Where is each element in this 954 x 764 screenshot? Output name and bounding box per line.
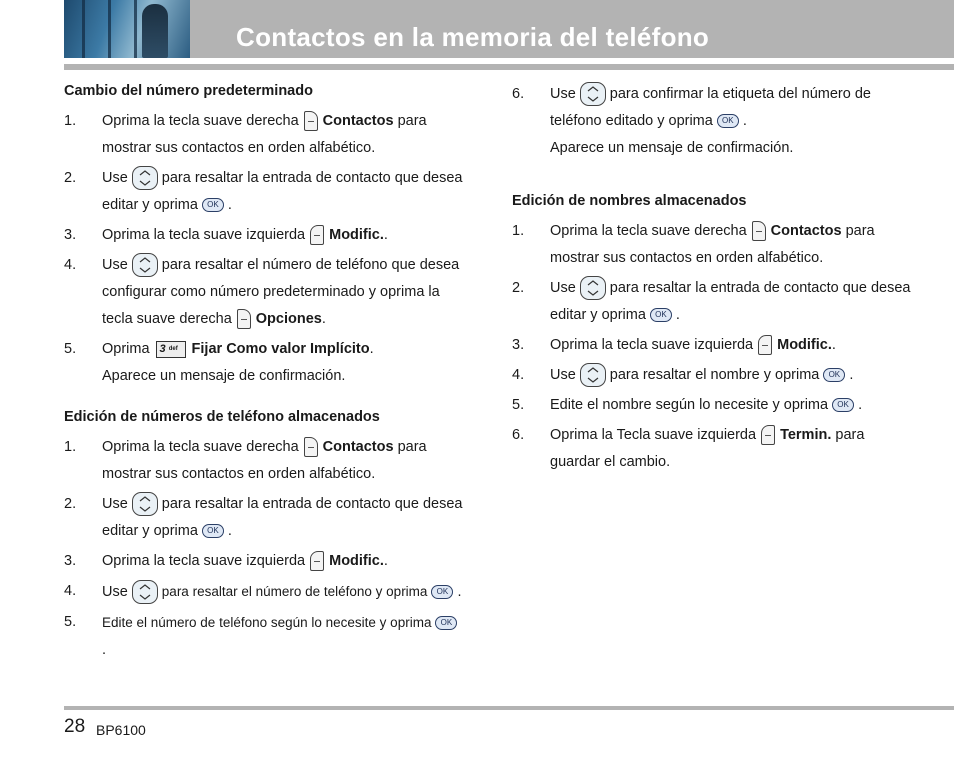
step-text: para resaltar la entrada de contacto que desea editar y oprima bbox=[102, 496, 463, 539]
right-soft-key-icon bbox=[304, 111, 318, 131]
step-text: . bbox=[227, 197, 232, 213]
step-text: . bbox=[457, 584, 462, 600]
step-item bbox=[512, 275, 912, 329]
person-silhouette bbox=[142, 4, 168, 58]
step-item bbox=[64, 108, 464, 162]
step-text: Oprima bbox=[102, 341, 150, 357]
step-text: . bbox=[675, 307, 680, 323]
footer-rule bbox=[64, 706, 954, 710]
step-text: . bbox=[227, 523, 232, 539]
step-text: . bbox=[383, 227, 388, 243]
step-text: Use bbox=[102, 257, 128, 273]
step-number: 6. bbox=[512, 86, 525, 102]
step-number: 3. bbox=[64, 553, 77, 569]
step-text: para resaltar la entrada de contacto que desea editar y oprima bbox=[550, 280, 911, 323]
right-soft-key-icon bbox=[752, 221, 766, 241]
window-pane bbox=[82, 0, 85, 58]
step-text: para resaltar el número de teléfono que desea configurar como número predeterminado y oprima la tecla suave derecha bbox=[102, 257, 460, 327]
step-note: Aparece un mensaje de confirmación. bbox=[102, 368, 346, 384]
step-text: . bbox=[849, 367, 854, 383]
step-text: para resaltar el nombre y oprima bbox=[609, 367, 820, 383]
step-item bbox=[64, 578, 464, 606]
step-bold: Fijar Como valor Implícito bbox=[191, 341, 370, 357]
step-text: Oprima la tecla suave derecha bbox=[550, 223, 747, 239]
step-text: Oprima la Tecla suave izquierda bbox=[550, 427, 757, 443]
step-text: para mostrar sus contactos en orden alfabético. bbox=[102, 439, 427, 482]
navigation-key-icon bbox=[580, 82, 606, 106]
left-column bbox=[64, 78, 464, 664]
ok-key-icon: OK bbox=[202, 524, 224, 538]
section-title-edit-numbers: Edición de números de teléfono almacenados bbox=[64, 409, 380, 425]
ok-key-icon: OK bbox=[435, 616, 457, 630]
key-letters: def bbox=[168, 345, 178, 352]
header-rule bbox=[64, 64, 954, 70]
step-item bbox=[64, 434, 464, 488]
step-text: para mostrar sus contactos en orden alfabético. bbox=[550, 223, 875, 266]
step-text: Use bbox=[550, 367, 576, 383]
step-item bbox=[512, 362, 912, 389]
step-text: para resaltar el número de teléfono y oprima bbox=[161, 584, 428, 599]
ok-key-icon: OK bbox=[832, 398, 854, 412]
step-text: Use bbox=[102, 496, 128, 512]
step-item bbox=[64, 336, 464, 363]
step-number: 2. bbox=[64, 170, 77, 186]
left-soft-key-icon bbox=[761, 425, 775, 445]
step-item bbox=[512, 332, 912, 359]
step-number: 3. bbox=[512, 337, 525, 353]
step-text: Oprima la tecla suave derecha bbox=[102, 113, 299, 129]
model-name: BP6100 bbox=[96, 722, 146, 738]
navigation-key-icon bbox=[132, 253, 158, 277]
step-number: 5. bbox=[64, 614, 77, 630]
step-bold: Modific. bbox=[777, 337, 832, 353]
navigation-key-icon bbox=[132, 580, 158, 604]
step-number: 5. bbox=[512, 397, 525, 413]
step-text: . bbox=[831, 337, 836, 353]
step-text: Edite el número de teléfono según lo necesite y oprima bbox=[102, 615, 432, 630]
step-text: para mostrar sus contactos en orden alfabético. bbox=[102, 113, 427, 156]
right-soft-key-icon bbox=[237, 309, 251, 329]
step-text: Use bbox=[550, 280, 576, 296]
step-item bbox=[64, 491, 464, 545]
navigation-key-icon bbox=[580, 363, 606, 387]
step-item bbox=[64, 609, 464, 664]
window-pane bbox=[108, 0, 111, 58]
step-text: Oprima la tecla suave izquierda bbox=[102, 553, 306, 569]
step-text: para confirmar la etiqueta del número de teléfono editado y oprima bbox=[550, 86, 871, 129]
step-item bbox=[64, 222, 464, 249]
step-number: 1. bbox=[512, 223, 525, 239]
step-text: . bbox=[742, 113, 747, 129]
step-number: 4. bbox=[64, 257, 77, 273]
step-text: Oprima la tecla suave izquierda bbox=[550, 337, 754, 353]
step-bold: Termin. bbox=[780, 427, 832, 443]
step-number: 5. bbox=[64, 341, 77, 357]
ok-key-icon: OK bbox=[650, 308, 672, 322]
step-number: 6. bbox=[512, 427, 525, 443]
step-number: 1. bbox=[64, 113, 77, 129]
step-bold: Opciones bbox=[255, 311, 322, 327]
step-item bbox=[64, 165, 464, 219]
step-item bbox=[512, 392, 912, 419]
step-text: . bbox=[383, 553, 388, 569]
key-digit: 3 bbox=[159, 342, 166, 355]
step-text: Oprima la tecla suave derecha bbox=[102, 439, 299, 455]
step-text: . bbox=[369, 341, 374, 357]
section-title-edit-names: Edición de nombres almacenados bbox=[512, 193, 747, 209]
step-item bbox=[64, 252, 464, 333]
step-text: Oprima la tecla suave izquierda bbox=[102, 227, 306, 243]
step-text: . bbox=[321, 311, 326, 327]
right-column bbox=[512, 78, 912, 476]
left-soft-key-icon bbox=[310, 225, 324, 245]
step-bold: Contactos bbox=[770, 223, 842, 239]
step-number: 4. bbox=[64, 583, 77, 599]
header-photo bbox=[64, 0, 190, 58]
step-bold: Contactos bbox=[322, 113, 394, 129]
ok-key-icon: OK bbox=[823, 368, 845, 382]
ok-key-icon: OK bbox=[717, 114, 739, 128]
page-number: 28 bbox=[64, 716, 86, 737]
step-bold: Modific. bbox=[329, 553, 384, 569]
step-text: para resaltar la entrada de contacto que desea editar y oprima bbox=[102, 170, 463, 213]
step-item bbox=[512, 81, 912, 135]
ok-key-icon: OK bbox=[202, 198, 224, 212]
navigation-key-icon bbox=[580, 276, 606, 300]
step-text: . bbox=[858, 397, 863, 413]
step-item bbox=[64, 548, 464, 575]
step-number: 1. bbox=[64, 439, 77, 455]
left-soft-key-icon bbox=[758, 335, 772, 355]
window-pane bbox=[134, 0, 137, 58]
step-bold: Contactos bbox=[322, 439, 394, 455]
step-note: Aparece un mensaje de confirmación. bbox=[550, 140, 794, 156]
navigation-key-icon bbox=[132, 492, 158, 516]
step-item bbox=[512, 218, 912, 272]
step-text: . bbox=[102, 642, 107, 658]
step-bold: Modific. bbox=[329, 227, 384, 243]
navigation-key-icon bbox=[132, 166, 158, 190]
step-item bbox=[512, 422, 912, 476]
page-title: Contactos en la memoria del teléfono bbox=[236, 22, 710, 52]
ok-key-icon: OK bbox=[431, 585, 453, 599]
step-text: Use bbox=[102, 584, 128, 600]
step-number: 4. bbox=[512, 367, 525, 383]
number-3-key-icon bbox=[156, 341, 186, 358]
left-soft-key-icon bbox=[310, 551, 324, 571]
section-title-change-default: Cambio del número predeterminado bbox=[64, 83, 313, 99]
step-text: para guardar el cambio. bbox=[550, 427, 865, 470]
right-soft-key-icon bbox=[304, 437, 318, 457]
step-text: Use bbox=[102, 170, 128, 186]
step-number: 2. bbox=[512, 280, 525, 296]
step-text: Edite el nombre según lo necesite y oprima bbox=[550, 397, 829, 413]
step-text: Use bbox=[550, 86, 576, 102]
step-number: 3. bbox=[64, 227, 77, 243]
step-number: 2. bbox=[64, 496, 77, 512]
